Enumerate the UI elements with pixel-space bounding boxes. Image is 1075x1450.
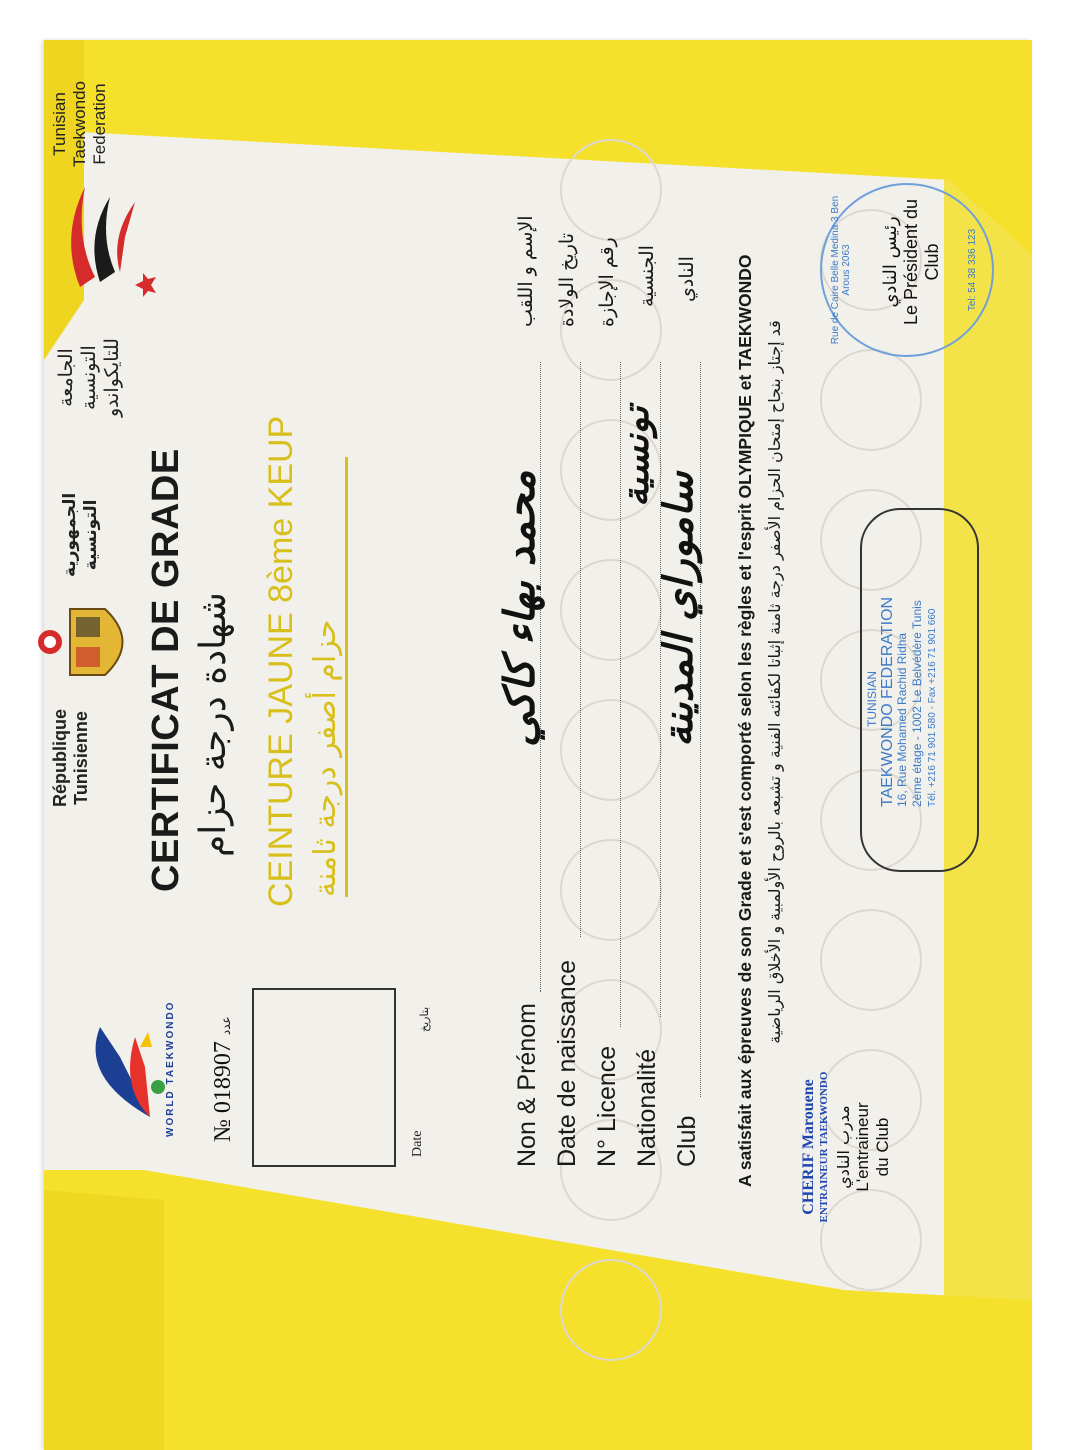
tunisia-coat-of-arms bbox=[30, 587, 140, 697]
republic-fr-line2: Tunisienne bbox=[71, 711, 91, 805]
number-value: 018907 bbox=[210, 1041, 236, 1114]
president-label-fr-1: Le Président du bbox=[901, 198, 921, 326]
fed-stamp-line1: TUNISIAN bbox=[865, 670, 879, 727]
field-label-ar-licence: رقم الإجازة bbox=[596, 237, 618, 327]
federation-ar-line3: للتايكواندو bbox=[101, 338, 123, 417]
federation-en-line2: Taekwondo bbox=[70, 80, 89, 167]
field-value-nationality: تونسية bbox=[615, 406, 657, 507]
fed-stamp-line3: 16, Rue Mohamed Rachid Ridha bbox=[895, 632, 909, 807]
field-label-name: Non & Prénom bbox=[513, 1003, 541, 1167]
date-label-ar: بتاريخ bbox=[418, 1006, 431, 1032]
field-label-ar-birthdate: تاريخ الولادة bbox=[556, 233, 578, 327]
federation-ar-line2: التونسية bbox=[78, 345, 100, 410]
photo-box bbox=[252, 988, 396, 1167]
field-label-licence: N° Licence bbox=[593, 1045, 621, 1167]
coat-of-arms-icon bbox=[30, 587, 140, 697]
republic-ar-line2: التونسية bbox=[81, 499, 101, 571]
statement-ar: قد إجتاز بنجاح إمتحان الحزام الأصفر درجة ثامنة إثباتا لكفائته الفنية و تشبعه بالروح الأولمبية و الأخلاق الرياضية bbox=[765, 320, 784, 1044]
republic-fr-line1: République bbox=[50, 709, 70, 807]
field-label-ar-nationality: الجنسية bbox=[636, 245, 658, 307]
grade-ar: حزام أصفر درجة ثامنة bbox=[308, 457, 348, 897]
federation-ar-line1: الجامعة bbox=[55, 348, 77, 407]
field-label-nationality: Nationalité bbox=[633, 1048, 661, 1167]
federation-en bbox=[50, 81, 110, 167]
world-taekwondo-logo bbox=[40, 997, 190, 1147]
coach-label-ar: مدرب النادي bbox=[834, 1105, 853, 1189]
certificate-number bbox=[210, 1016, 237, 1142]
statement-fr: A satisfait aux épreuves de son Grade et s'est comporté selon les règles et l'esprit OLYMPIQUE et TAEKWONDO bbox=[735, 254, 755, 1187]
date-label: Date bbox=[410, 1130, 425, 1157]
federation-logo-icon bbox=[40, 177, 160, 297]
republic-ar bbox=[60, 493, 102, 577]
coach-stamp-name: CHERIF Marouene bbox=[800, 1079, 817, 1215]
field-line-birthdate bbox=[580, 362, 581, 937]
republic-ar-line1: الجمهورية bbox=[60, 492, 80, 577]
number-prefix: № bbox=[210, 1119, 236, 1142]
federation-en-line1: Tunisian bbox=[50, 92, 69, 156]
coach-label-fr-2: du Club bbox=[873, 1117, 892, 1177]
fed-stamp-line4: 2ème étage - 1002 Le Belvédère Tunis bbox=[910, 600, 924, 807]
federation-stamp bbox=[865, 517, 940, 847]
coach-stamp-title: ENTRAINEUR TAEKWONDO bbox=[818, 1071, 830, 1223]
field-value-club: ساموراي المدينة bbox=[655, 471, 702, 747]
federation-logo bbox=[40, 177, 160, 297]
field-label-club: Club bbox=[673, 1115, 701, 1167]
republic-fr bbox=[50, 709, 92, 807]
wt-logo-text: WORLD TAEKWONDO bbox=[165, 1000, 176, 1137]
title-ar: شهادة درجة حزام bbox=[193, 592, 234, 857]
club-stamp-tel: Tel: 54 38 336 123 bbox=[967, 228, 978, 312]
field-label-ar-name: الإسم و اللقب bbox=[515, 215, 537, 327]
president-label-fr-2: Club bbox=[922, 243, 942, 281]
grade-fr: CEINTURE JAUNE 8ème KEUP bbox=[262, 415, 300, 907]
club-stamp-ring: Rue de Caire Belle Medina 3 Ben Arous 2063 bbox=[830, 195, 852, 345]
field-label-ar-club: النادي bbox=[676, 256, 698, 302]
federation-en-line3: Federation bbox=[90, 83, 109, 165]
fed-stamp-line5: Tél. +216 71 901 580 - Fax +216 71 901 660 bbox=[927, 608, 938, 807]
title-fr: CERTIFICAT DE GRADE bbox=[145, 448, 187, 892]
president-block bbox=[880, 177, 943, 347]
coach-block bbox=[800, 1047, 893, 1247]
president-label-ar: رئيس النادي bbox=[880, 216, 901, 308]
fed-stamp-line2: TAEKWONDO FEDERATION bbox=[879, 596, 896, 807]
number-ar: عدد bbox=[219, 1016, 233, 1036]
coach-label-fr-1: L'entraineur bbox=[853, 1102, 872, 1192]
field-value-name: محمد بهاء كاكي bbox=[495, 470, 544, 747]
federation-ar bbox=[55, 338, 124, 417]
field-label-birthdate: Date de naissance bbox=[553, 959, 581, 1167]
